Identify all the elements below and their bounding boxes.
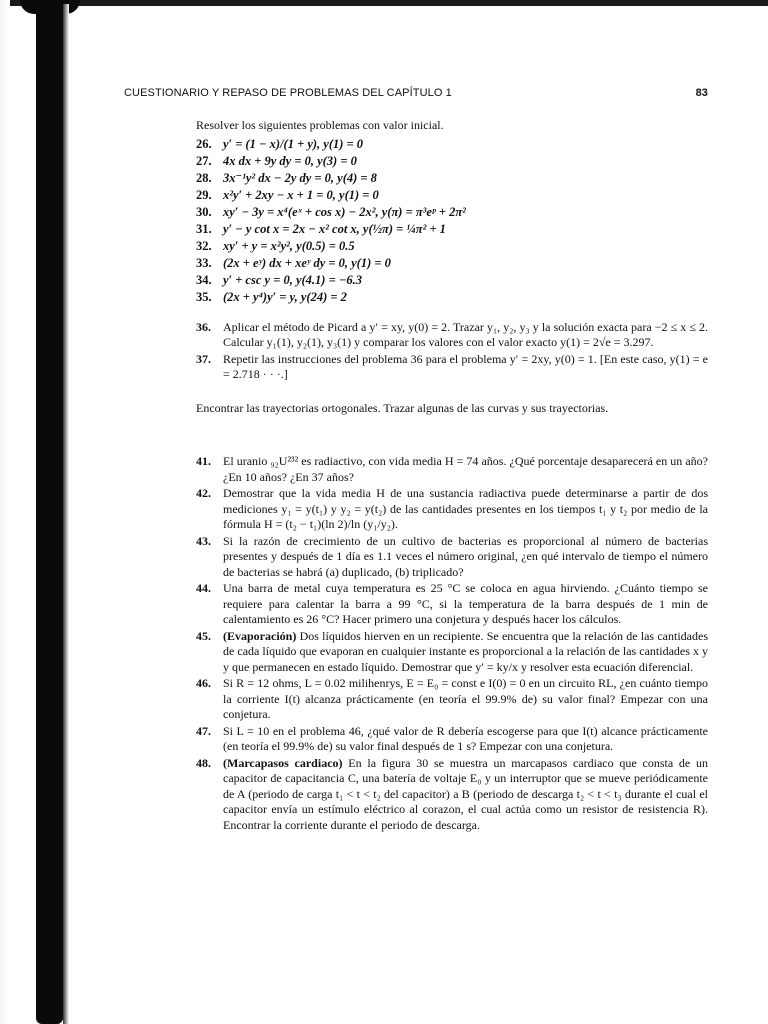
orthogonal-instructions: Encontrar las trayectorias ortogonales. Trazar algunas de las curvas y sus trayectorias. (196, 400, 609, 415)
problem-42: 42. Demostrar que la vida media H de una sustancia radiactiva puede determinarse a partir de dos mediciones y₁ = y(t₁) y y₂ = y(t₂) de las cantidades presentes en los tiempos t₁ y t₂ por medio de la fórmula H = (t₂ − t₁)(ln 2)/ln (y₁/y₂). (196, 486, 708, 531)
ivp-problem-list (196, 136, 708, 306)
problem-41: 41. El uranio ₉₂U²³² es radiactivo, con vida media H = 74 años. ¿Qué porcentaje desaparecerá en un año? ¿En 10 años? ¿En 37 años? (196, 454, 708, 484)
problem-36: 36. Aplicar el método de Picard a y′ = xy, y(0) = 2. Trazar y₁, y₂, y₃ y la solución exacta para −2 ≤ x ≤ 2. Calcular y₁(1), y₂(1), y₃(1) y comparar los valores con el valor exacto y(1) = 2√e = 3.297. (196, 319, 708, 349)
problem-28: 28. 3x⁻¹y² dx − 2y dy = 0, y(4) = 8 (196, 170, 377, 185)
problem-45-title: (Evaporación) (223, 628, 297, 643)
problem-47: 47. Si L = 10 en el problema 46, ¿qué valor de R debería escogerse para que I(t) alcance prácticamente (en teoría el 99.9% de) su valor final después de 1 s? Empezar con una conjetura. (196, 723, 708, 753)
problem-48-body: En la figura 30 se muestra un marcapasos cardiaco que consta de un capacitor de capacitancia C, una batería de voltaje E₀ y un interruptor que se mueve periódicamente de A (periodo de carga t₁ < t < t₂ del capacitor) a B (periodo de descarga t₂ < t < t₃ durante el cual el capacitor envía un estímulo eléctrico al corazon, el cual actúa como un resistor de resistencia R). Encontrar la corriente durante el periodo de descarga. (223, 755, 708, 832)
problem-45-body: Dos líquidos hierven en un recipiente. Se encuentra que la relación de las cantidades de cada líquido que evaporan en cualquier instante es proporcional a la relación de las cantidades x y y que permanecen en estado líquido. Demostrar que y′ = ky/x y resolver esta ecuación diferencial. (223, 628, 708, 674)
problem-46: 46. Si R = 12 ohms, L = 0.02 milihenrys, E = E₀ = const e I(0) = 0 en un circuito RL, ¿en cuánto tiempo la corriente I(t) alcanza prácticamente (en teoría el 99.9% de) su valor final? Empezar con una conjetura. (196, 676, 708, 721)
problem-31: 31. y′ − y cot x = 2x − x² cot x, y(½π) = ¼π² + 1 (196, 221, 446, 236)
ivp-instructions: Resolver los siguientes problemas con valor inicial. (196, 118, 444, 132)
page-body (196, 118, 708, 834)
problem-34: 34. y′ + csc y = 0, y(4.1) = −6.3 (196, 272, 363, 287)
chapter-title: CUESTIONARIO Y REPASO DE PROBLEMAS DEL CAPÍTULO 1 (124, 87, 452, 99)
page-header (124, 87, 708, 99)
problem-26: 26. y′ = (1 − x)/(1 + y), y(1) = 0 (196, 136, 364, 151)
problem-35: 35. (2x + y⁴)y′ = y, y(24) = 2 (196, 289, 347, 304)
applications-problem-list (196, 454, 708, 833)
page-number: 83 (695, 87, 708, 99)
problem-37: 37. Repetir las instrucciones del problema 36 para el problema y′ = 2xy, y(0) = 1. [En este caso, y(1) = e = 2.718 · · ·.] (196, 351, 708, 381)
problem-45: 45. (Evaporación) Dos líquidos hierven en un recipiente. Se encuentra que la relación de las cantidades de cada líquido que evaporan en cualquier instante es proporcional a la relación de las cantidades x y y que permanecen en estado líquido. Demostrar que y′ = ky/x y resolver esta ecuación diferencial. (196, 628, 708, 674)
problem-43: 43. Si la razón de crecimiento de un cultivo de bacterias es proporcional al número de bacterias presentes y después de 1 día es 1.1 veces el número original, ¿en qué intervalo de tiempo el número de bacterias se habrá (a) duplicado, (b) triplicado? (196, 533, 708, 579)
problem-44: 44. Una barra de metal cuya temperatura es 25 °C se coloca en agua hirviendo. ¿Cuánto tiempo se requiere para calentar la barra a 99 °C, si la temperatura de la barra después de 1 min de calentamiento es 26 °C? Hacer primero una conjetura y después hacer los cálculos. (196, 581, 708, 626)
scan-left-edge (0, 0, 10, 1024)
picard-problem-list (196, 320, 708, 383)
problem-48-title: (Marcapasos cardiaco) (223, 755, 343, 770)
book-binding (36, 4, 63, 1024)
scan-top-edge (0, 0, 768, 6)
problem-27: 27. 4x dx + 9y dy = 0, y(3) = 0 (196, 153, 357, 168)
problem-33: 33. (2x + eʸ) dx + xeʸ dy = 0, y(1) = 0 (196, 255, 391, 270)
problem-30: 30. xy′ − 3y = x⁴(eˣ + cos x) − 2x², y(π) = π³eᵖ + 2π² (196, 204, 466, 219)
problem-29: 29. x²y′ + 2xy − x + 1 = 0, y(1) = 0 (196, 187, 379, 202)
problem-32: 32. xy′ + y = x²y², y(0.5) = 0.5 (196, 238, 355, 253)
problem-48: 48. (Marcapasos cardiaco) En la figura 30 se muestra un marcapasos cardiaco que consta de un capacitor de capacitancia C, una batería de voltaje E₀ y un interruptor que se mueve periódicamente de A (periodo de carga t₁ < t < t₂ del capacitor) a B (periodo de descarga t₂ < t < t₃ durante el cual el capacitor envía un estímulo eléctrico al corazon, el cual actúa como un resistor de resistencia R). Encontrar la corriente durante el periodo de descarga. (196, 755, 708, 832)
